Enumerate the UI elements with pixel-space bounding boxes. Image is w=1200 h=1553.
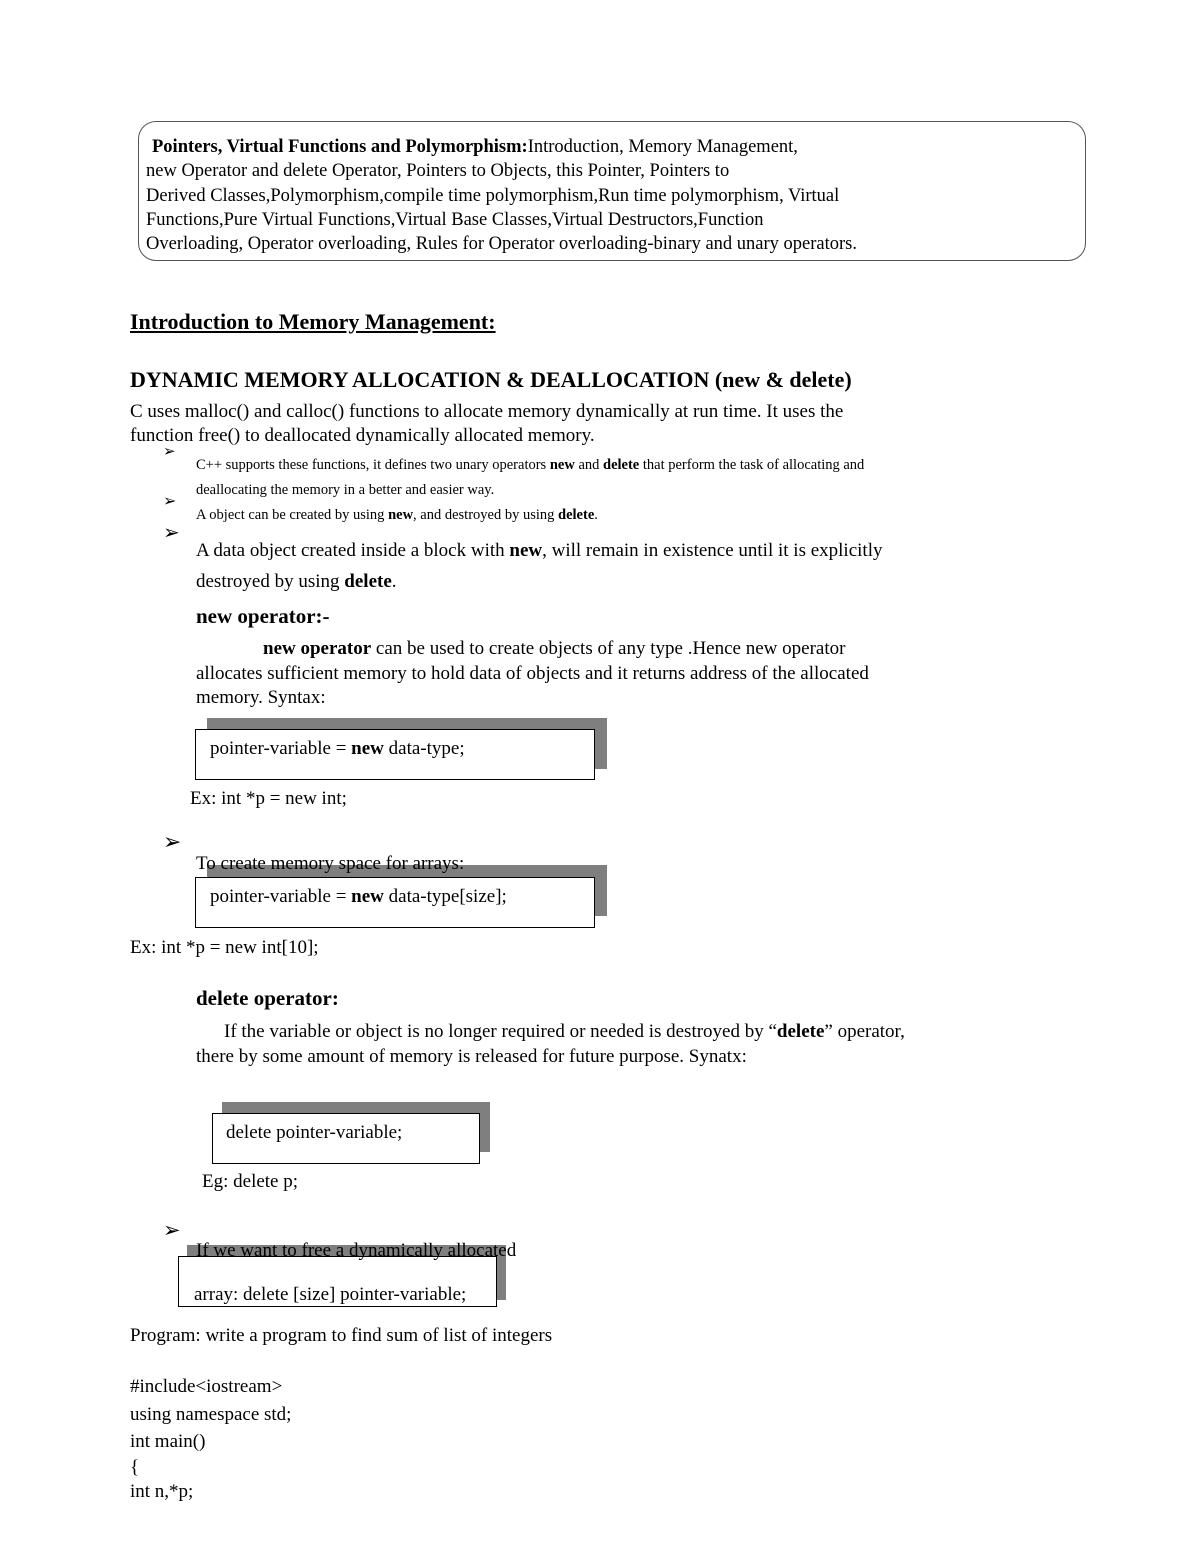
syllabus-line-4: Functions,Pure Virtual Functions,Virtual Base Classes,Virtual Destructors,Function bbox=[146, 210, 764, 230]
code-line: using namespace std; bbox=[130, 1404, 292, 1425]
syllabus-line-1: Pointers, Virtual Functions and Polymorphism:Introduction, Memory Management, bbox=[152, 137, 798, 157]
code-line: #include<iostream> bbox=[130, 1376, 283, 1397]
delete-desc-line-2: there by some amount of memory is released for future purpose. Synatx: bbox=[196, 1046, 747, 1067]
bullet-arrow-icon: ➢ bbox=[163, 444, 176, 460]
program-caption: Program: write a program to find sum of list of integers bbox=[130, 1325, 553, 1346]
new-operator-desc-line-3: memory. Syntax: bbox=[196, 687, 326, 708]
section-heading: Introduction to Memory Management: bbox=[130, 309, 496, 334]
code-line: { bbox=[130, 1457, 140, 1478]
syllabus-line-3: Derived Classes,Polymorphism,compile time polymorphism,Run time polymorphism, Virtual bbox=[146, 186, 840, 206]
syllabus-line-5: Overloading, Operator overloading, Rules for Operator overloading-binary and unary operators. bbox=[146, 234, 857, 254]
code-line: int main() bbox=[130, 1431, 206, 1452]
bullet-1-line-2: deallocating the memory in a better and easier way. bbox=[196, 482, 495, 498]
delete-syntax-text: delete pointer-variable; bbox=[226, 1122, 403, 1143]
bullet-3-line-1: A data object created inside a block with new, will remain in existence until it is explicitly bbox=[196, 540, 883, 561]
bullet-1-line-1: C++ supports these functions, it defines two unary operators new and delete that perform the task of allocating and bbox=[196, 457, 865, 473]
dma-intro-line-2: function free() to deallocated dynamically allocated memory. bbox=[130, 425, 595, 446]
delete-example: Eg: delete p; bbox=[202, 1171, 299, 1192]
code-line: int n,*p; bbox=[130, 1481, 194, 1502]
new-example: Ex: int *p = new int; bbox=[190, 788, 347, 809]
new-operator-desc-line-1: new operator can be used to create objects of any type .Hence new operator bbox=[263, 638, 846, 659]
array-example: Ex: int *p = new int[10]; bbox=[130, 937, 319, 958]
bullet-3-line-2: destroyed by using delete. bbox=[196, 571, 397, 592]
delete-array-line-2: array: delete [size] pointer-variable; bbox=[194, 1284, 467, 1305]
array-caption: To create memory space for arrays: bbox=[196, 853, 465, 874]
dma-heading: DYNAMIC MEMORY ALLOCATION & DEALLOCATION (new & delete) bbox=[130, 367, 852, 392]
bullet-2: A object can be created by using new, and destroyed by using delete. bbox=[196, 507, 598, 523]
delete-desc-line-1: If the variable or object is no longer required or needed is destroyed by “delete” operator, bbox=[224, 1021, 905, 1042]
bullet-arrow-icon: ➢ bbox=[163, 493, 177, 510]
new-syntax-text: pointer-variable = new data-type; bbox=[210, 738, 465, 759]
bullet-arrow-icon: ➢ bbox=[163, 1218, 181, 1242]
delete-operator-heading: delete operator: bbox=[196, 986, 339, 1010]
array-syntax-text: pointer-variable = new data-type[size]; bbox=[210, 886, 507, 907]
new-operator-desc-line-2: allocates sufficient memory to hold data of objects and it returns address of the allocated bbox=[196, 663, 869, 684]
dma-intro-line-1: C uses malloc() and calloc() functions to allocate memory dynamically at run time. It uses the bbox=[130, 401, 844, 422]
delete-array-line-1: If we want to free a dynamically allocated bbox=[196, 1240, 517, 1261]
bullet-arrow-icon: ➢ bbox=[163, 829, 182, 854]
syllabus-line-2: new Operator and delete Operator, Pointers to Objects, this Pointer, Pointers to bbox=[146, 161, 730, 181]
new-operator-heading: new operator:- bbox=[196, 604, 330, 628]
bullet-arrow-icon: ➢ bbox=[163, 522, 180, 544]
